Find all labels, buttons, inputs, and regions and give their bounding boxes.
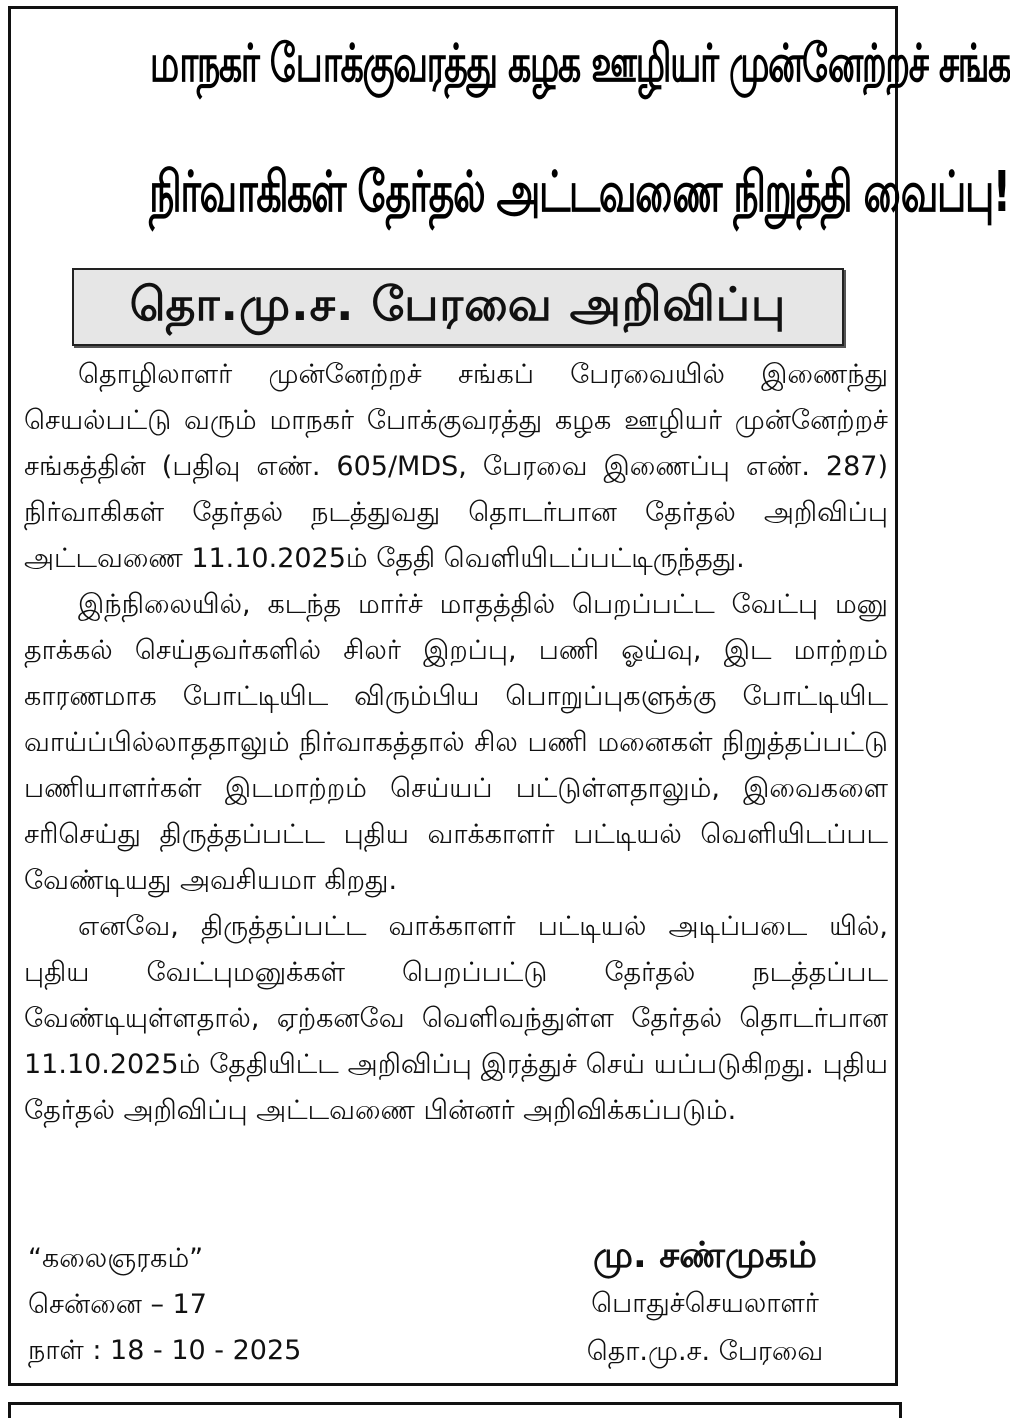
next-article-border [8, 1402, 902, 1418]
place-city: சென்னை – 17 [28, 1289, 207, 1320]
signatory-title: பொதுச்செயலாளர் [591, 1288, 819, 1319]
paragraph-3: எனவே, திருத்தப்பட்ட வாக்காளர் பட்டியல் அடிப்படை யில், புதிய வேட்புமனுக்கள் பெறப்பட்டு தேர்தல் நடத்தப்பட வேண்டியுள்ளதால், ஏற்கனவே வெளிவந்துள்ள தேர்தல் தொடர்பான 11.10.2025ம் தேதியிட்ட அறிவிப்பு இரத்துச் செய் யப்படுகிறது. புதிய தேர்தல் அறிவிப்பு அட்டவணை பின்னர் அறிவிக்கப்படும். [24, 911, 888, 1126]
notice-body [24, 352, 888, 1134]
paragraph-2: இந்நிலையில், கடந்த மார்ச் மாதத்தில் பெறப்பட்ட வேட்பு மனு தாக்கல் செய்தவர்களில் சிலர் இறப்பு, பணி ஓய்வு, இட மாற்றம் காரணமாக போட்டியிட விரும்பிய பொறுப்புகளுக்கு போட்டியிட வாய்ப்பில்லாததாலும் நிர்வாகத்தால் சில பணி மனைகள் நிறுத்தப்பட்டு பணியாளர்கள் இடமாற்றம் செய்யப் பட்டுள்ளதாலும், இவைகளை சரிசெய்து திருத்தப்பட்ட புதிய வாக்காளர் பட்டியல் வெளியிடப்பட வேண்டியது அவசியமா கிறது. [24, 589, 888, 896]
notice-date: நாள் : 18 - 10 - 2025 [28, 1335, 302, 1366]
subheading-box [72, 268, 844, 346]
signature-block [540, 1232, 870, 1376]
place-date-block [28, 1236, 301, 1374]
headline-line-2: நிர்வாகிகள் தேர்தல் அட்டவணை நிறுத்தி வைப்பு! [149, 160, 1010, 225]
paragraph-1: தொழிலாளர் முன்னேற்றச் சங்கப் பேரவையில் இணைந்து செயல்பட்டு வரும் மாநகர் போக்குவரத்து கழக ஊழியர் முன்னேற்றச் சங்கத்தின் (பதிவு எண். 605/MDS, பேரவை இணைப்பு எண். 287) நிர்வாகிகள் தேர்தல் நடத்துவது தொடர்பான தேர்தல் அறிவிப்பு அட்டவணை 11.10.2025ம் தேதி வெளியிடப்பட்டிருந்தது. [24, 359, 888, 574]
subheading: தொ.மு.ச. பேரவை அறிவிப்பு [129, 276, 787, 331]
headline-line-1: மாநகர் போக்குவரத்து கழக ஊழியர் முன்னேற்றச் சங்க [149, 34, 1010, 94]
signatory-name: மு. சண்முகம் [593, 1235, 817, 1276]
place-name: “கலைஞரகம்” [28, 1243, 204, 1274]
signatory-organization: தொ.மு.ச. பேரவை [586, 1336, 824, 1367]
